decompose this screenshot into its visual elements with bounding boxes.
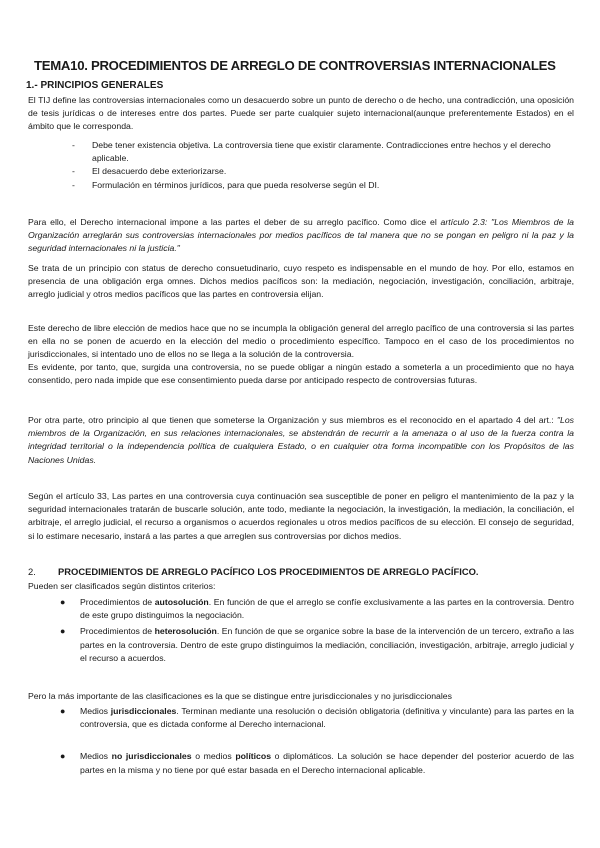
clasificacion-list (60, 596, 574, 665)
paragraph-erga-omnes: Se trata de un principio con status de derecho consuetudinario, cuyo respeto es indispensable en el mundo de hoy. Por ello, estamos en presencia de una obligación erga omnes. Dichos medios pacíficos son: la mediación, negociación, investigación, conciliación, arbitraje, arreglo judicial y otros medios pacíficos que las partes en controversia elijan. (28, 263, 574, 300)
list-item (60, 596, 574, 622)
paragraph-text: Para ello, el Derecho internacional impone a las partes el deber de su arreglo pacífico. Como dice el (28, 217, 441, 227)
paragraph-libre-eleccion: Este derecho de libre elección de medios hace que no se incumpla la obligación general del arreglo pacífico de una controversia si las partes en ella no se ponen de acuerdo en la elección del medio o procedimiento específico. Tampoco en el caso de los procedimientos no jurisdiccionales, si intentado uno de ellos no se llega a la solución de la controversia. (28, 323, 574, 360)
section-number: 2. (28, 566, 36, 577)
paragraph-criterios: Pueden ser clasificados según distintos criterios: (28, 581, 216, 591)
keyword: jurisdiccionales (110, 706, 177, 716)
section-heading-procedimientos (28, 566, 479, 577)
list-item-text: o diplomáticos. La solución se hace depender del posterior acuerdo de las partes en la misma y no tiene por qué estar basada en el Derecho internacional aplicable. (80, 751, 574, 775)
section-heading-principios: 1.- PRINCIPIOS GENERALES (26, 80, 164, 91)
keyword: no jurisdiccionales (111, 751, 192, 762)
jurisdiccion-list (60, 705, 574, 777)
keyword: autosolución (154, 597, 209, 607)
paragraph-definicion: El TIJ define las controversias internacionales como un desacuerdo sobre un punto de derecho o de hecho, una contradicción, una oposición de tesis jurídicas o de intereses entre dos partes. Puede ser parte cualquier sujeto internacional(aunque preferentemente Estados) en el ámbito que le corresponda. (28, 95, 574, 132)
bullet-marker: ● (60, 626, 66, 637)
list-item (72, 139, 572, 165)
list-item-text: Formulación en términos jurídicos, para que pueda resolverse según el DI. (92, 179, 380, 190)
article-quote: "Los miembros de la Organización, en sus relaciones internacionales, se abstendrán de recurrir a la amenaza o al uso de la fuerza contra la integridad territorial o la independencia política de cualquiera Estado, o en cualquier otra forma incompatible con los Propósitos de las Naciones Unidas. (28, 415, 574, 465)
keyword: heterosolución (154, 626, 217, 637)
paragraph-consentimiento: Es evidente, por tanto, que, surgida una controversia, no se puede obligar a ningún estado a someterla a un procedimiento que no haya consentido, pero nada impide que ese consentimiento pueda darse por anticipado respecto de controversias futuras. (28, 362, 574, 386)
dash-marker: - (72, 140, 75, 150)
bullet-marker: ● (60, 597, 66, 607)
list-item-text: . En función de que se organice sobre la base de la intervención de un tercero, extraño a las partes en la controversia. Dentro de este grupo distinguimos la mediación, conciliación, investigación, arbitraje, arreglo judicial y el recurso a acuerdos. (80, 626, 574, 663)
dash-marker: - (72, 166, 75, 177)
list-item-text: Medios (80, 706, 111, 716)
list-item-text: . Terminan mediante una resolución o decisión obligatoria (definitiva y vinculante) para las partes en la controversia, que es dictada conforme al Derecho internacional. (80, 706, 574, 730)
list-item (60, 625, 574, 665)
page-title: TEMA10. PROCEDIMIENTOS DE ARREGLO DE CONTROVERSIAS INTERNACIONALES (34, 58, 556, 73)
list-item-text: o medios (191, 751, 236, 762)
list-item (72, 179, 572, 192)
list-item (60, 750, 574, 776)
paragraph-articulo-2-4 (28, 414, 574, 467)
paragraph-text: Por otra parte, otro principio al que tienen que someterse la Organización y sus miembros es el reconocido en el apartado 4 del art.: (28, 415, 557, 425)
list-item-text: Debe tener existencia objetiva. La controversia tiene que existir claramente. Contradicciones entre hechos y el derecho aplicable. (92, 140, 551, 164)
paragraph-articulo-33: Según el artículo 33, Las partes en una controversia cuya continuación sea susceptible de poner en peligro el mantenimiento de la paz y la seguridad internacionales tratarán de buscarle solución, ante todo, mediante la negociación, la investigación, la mediación, la conciliación, el arbitraje, el arreglo judicial, el recurso a organismos o acuerdos regionales u otros medios pacíficos de su elección. El consejo de seguridad, si lo estimare necesario, instará a las partes a que arreglen sus controversias por dichos medios. (28, 491, 574, 541)
list-item-text: El desacuerdo debe exteriorizarse. (92, 166, 227, 177)
list-item-text: Medios (80, 751, 112, 762)
list-item-text: Procedimientos de (80, 597, 155, 607)
section-heading-text: PROCEDIMIENTOS DE ARREGLO PACÍFICO LOS PROCEDIMIENTOS DE ARREGLO PACÍFICO. (58, 566, 479, 577)
requisitos-list (72, 139, 572, 192)
paragraph-jurisdiccionales: Pero la más importante de las clasificaciones es la que se distingue entre jurisdiccionales y no jurisdiccionales (28, 691, 452, 701)
list-item-text: Procedimientos de (80, 626, 155, 637)
list-item-text: . En función de que el arreglo se confíe exclusivamente a las partes en la controversia. Dentro de este grupo distinguimos la negociación. (80, 597, 574, 621)
paragraph-articulo-2-3 (28, 216, 574, 256)
dash-marker: - (72, 179, 75, 190)
list-item (72, 165, 572, 178)
list-item (60, 705, 574, 731)
bullet-marker: ● (60, 706, 66, 716)
keyword: políticos (235, 751, 272, 762)
bullet-marker: ● (60, 751, 66, 762)
article-quote: artículo 2.3: "Los Miembros de la Organización arreglarán sus controversias internacionales por medios pacíficos de tal manera que no se pongan en peligro ni la paz y la seguridad internacionales ni la justicia." (28, 217, 574, 254)
